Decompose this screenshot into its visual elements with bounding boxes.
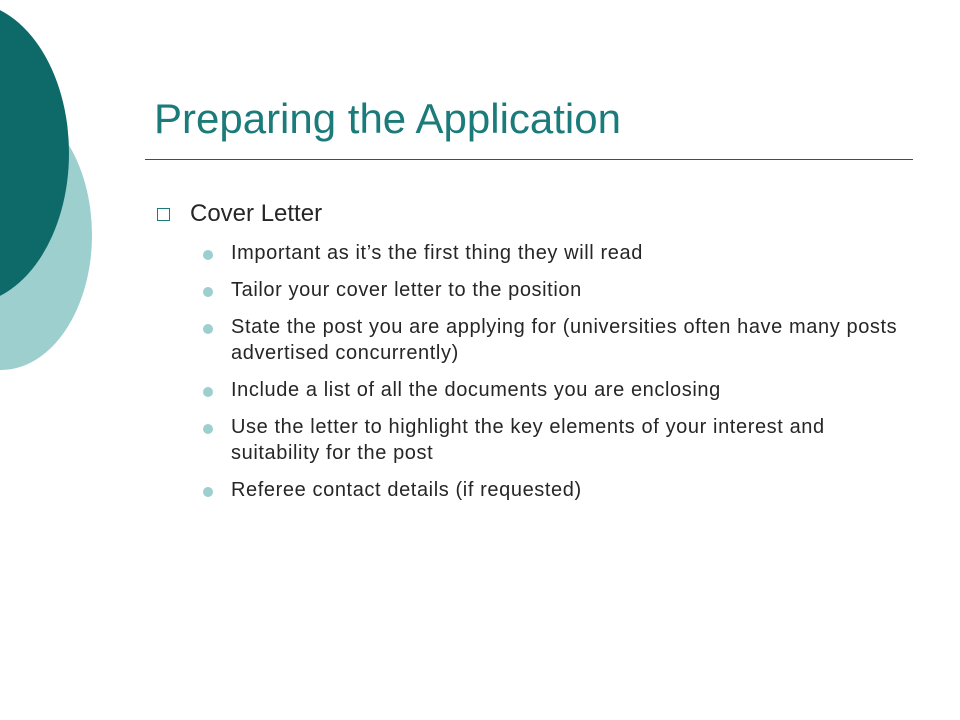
dot-bullet-icon: [203, 250, 213, 260]
dot-bullet-icon: [203, 324, 213, 334]
sub-bullet-text: Referee contact details (if requested): [231, 479, 582, 501]
sub-bullet-item: [203, 377, 923, 403]
sub-bullet-item: [203, 240, 923, 266]
sub-bullet-text: State the post you are applying for (universities often have many posts advertised concurrently): [231, 316, 898, 364]
dot-bullet-icon: [203, 424, 213, 434]
slide-title: Preparing the Application: [154, 95, 621, 142]
sub-bullet-item: [203, 414, 923, 466]
dot-bullet-icon: [203, 287, 213, 297]
sub-bullet-text: Tailor your cover letter to the position: [231, 279, 582, 301]
sub-bullet-text: Important as it’s the first thing they will read: [231, 242, 643, 264]
dot-bullet-icon: [203, 387, 213, 397]
dot-bullet-icon: [203, 487, 213, 497]
sub-bullet-item: [203, 477, 923, 503]
main-bullet-text: Cover Letter: [190, 200, 323, 227]
main-bullet: [157, 198, 322, 230]
title-divider: [145, 159, 913, 160]
sub-bullet-text: Include a list of all the documents you are enclosing: [231, 379, 721, 401]
sub-bullet-item: [203, 277, 923, 303]
sub-bullet-text: Use the letter to highlight the key elements of your interest and suitability for the post: [231, 416, 825, 464]
sub-bullet-list: [203, 240, 923, 514]
sub-bullet-item: [203, 314, 923, 366]
hollow-square-bullet-icon: [157, 208, 170, 221]
